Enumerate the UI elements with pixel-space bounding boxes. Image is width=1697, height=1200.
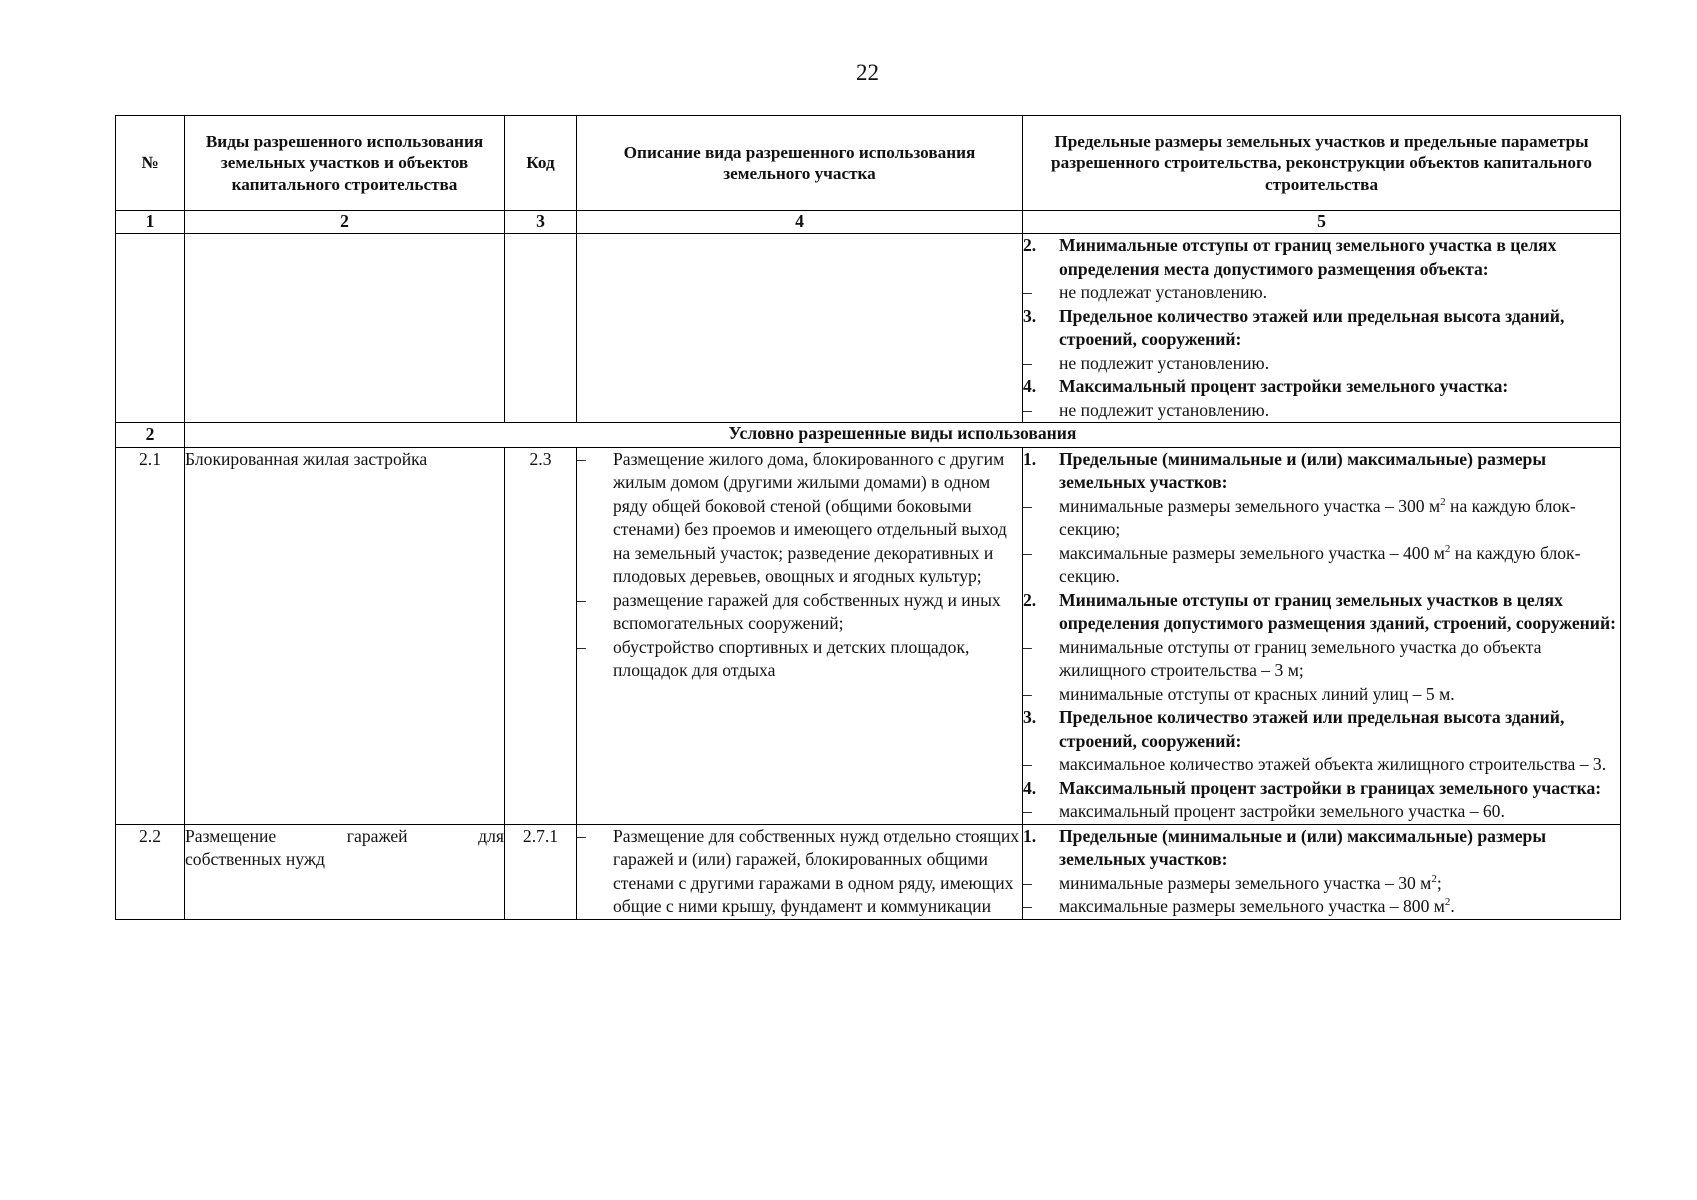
- dash-marker: –: [1023, 896, 1032, 916]
- item-text: Размещение для собственных нужд отдельно стоящих гаражей и (или) гаражей, блокированных общими стенами с другими гаражами в одном ряду, имеющих общие с ними крышу, фундамент и коммуникации: [613, 825, 1020, 916]
- continuation-row: [116, 234, 1621, 423]
- numbered-item: [1023, 448, 1620, 495]
- superscript: 2: [1444, 896, 1451, 908]
- item-text: не подлежит установлению.: [1059, 352, 1270, 373]
- dash-marker: –: [577, 448, 586, 469]
- parameters-cell: [1023, 824, 1621, 919]
- item-text: Минимальные отступы от границ земельных участков в целях определения допустимого размещения зданий, строений, сооружений:: [1059, 589, 1616, 633]
- dash-item: [1023, 683, 1620, 707]
- numbered-item: [1023, 234, 1620, 281]
- use-code: 2.3: [505, 447, 577, 824]
- numbered-item: [1023, 706, 1620, 753]
- superscript: 2: [1431, 872, 1437, 885]
- header-number: №: [116, 116, 185, 211]
- item-text: Максимальный процент застройки в границах земельного участка:: [1059, 777, 1602, 798]
- column-number-row: [116, 211, 1621, 234]
- numbered-item: [1023, 825, 1620, 872]
- table-row: [116, 824, 1621, 919]
- header-parameters: Предельные размеры земельных участков и предельные параметры разрешенного строительства, реконструкции объектов капитального строительства: [1023, 116, 1621, 211]
- item-text: минимальные размеры земельного участка – 300 $м^2$ на каждую блок-секцию;: [1059, 495, 1576, 539]
- numbered-item: [1023, 589, 1620, 636]
- dash-item: [1023, 281, 1620, 305]
- item-text: Предельные (минимальные и (или) максимальные) размеры земельных участков:: [1059, 825, 1547, 869]
- item-number: 4.: [1023, 376, 1037, 396]
- dash-marker: –: [1023, 801, 1032, 821]
- item-text: Размещение жилого дома, блокированного с другим жилым домом (другими жилыми домами) в одном ряду общей боковой стеной (общими боковыми стенами) без проемов и имеющего отдельный выход на земельный участок; разведение декоративных и плодовых деревьев, овощных и ягодных культур;: [613, 448, 1007, 586]
- dash-item: [1023, 872, 1620, 896]
- item-text: размещение гаражей для собственных нужд и иных вспомогательных сооружений;: [613, 589, 1001, 633]
- item-text: обустройство спортивных и детских площадок, площадок для отдыха: [613, 636, 970, 680]
- empty-cell: [116, 234, 185, 423]
- item-text: максимальный процент застройки земельного участка – 60.: [1059, 801, 1505, 821]
- row-number: 2.1: [116, 447, 185, 824]
- permitted-use-table: [115, 115, 1621, 920]
- numbered-item: [1023, 777, 1620, 801]
- item-number: 2.: [1023, 235, 1037, 255]
- dash-marker: –: [1023, 636, 1032, 657]
- item-text: максимальное количество этажей объекта жилищного строительства – 3.: [1059, 754, 1607, 774]
- item-text: Предельное количество этажей или предельная высота зданий, строений, сооружений:: [1059, 707, 1565, 751]
- item-text: Предельное количество этажей или предельная высота зданий, строений, сооружений:: [1059, 305, 1565, 349]
- dash-item: [1023, 636, 1620, 683]
- item-text: минимальные размеры земельного участка – 30 $м^2$;: [1059, 872, 1442, 893]
- page-number: 22: [856, 60, 879, 85]
- use-kind-line: Размещение гаражей для: [185, 825, 504, 846]
- item-number: 4.: [1023, 777, 1037, 798]
- empty-cell: [577, 234, 1023, 423]
- use-kind: Блокированная жилая застройка: [185, 447, 505, 824]
- dash-item: [577, 636, 1022, 683]
- dash-marker: –: [1023, 872, 1032, 893]
- header-row: [116, 116, 1621, 211]
- dash-marker: –: [1023, 399, 1032, 420]
- item-number: 2.: [1023, 589, 1037, 610]
- item-text: минимальные отступы от границ земельного участка до объекта жилищного строительства – 3 м;: [1059, 636, 1542, 680]
- superscript: 2: [1440, 495, 1446, 508]
- dash-marker: –: [1023, 352, 1032, 373]
- use-kind: [185, 824, 505, 919]
- dash-item: [577, 589, 1022, 636]
- dash-marker: –: [1023, 754, 1032, 774]
- numbered-item: [1023, 375, 1620, 399]
- column-number: 1: [116, 211, 185, 234]
- section-number: 2: [116, 423, 185, 448]
- empty-cell: [185, 234, 505, 423]
- item-number: 1.: [1023, 448, 1037, 469]
- dash-item: [1023, 542, 1620, 589]
- header-description: Описание вида разрешенного использования земельного участка: [577, 116, 1023, 211]
- dash-item: [577, 448, 1022, 589]
- item-text: не подлежат установлению.: [1059, 282, 1268, 302]
- section-title: Условно разрешенные виды использования: [185, 423, 1621, 448]
- item-text: минимальные отступы от красных линий улиц – 5 м.: [1059, 683, 1455, 704]
- dash-item: [577, 825, 1022, 919]
- numbered-item: [1023, 305, 1620, 352]
- dash-marker: –: [1023, 542, 1032, 563]
- empty-cell: [505, 234, 577, 423]
- use-kind-line: собственных нужд: [185, 849, 326, 869]
- item-number: 3.: [1023, 305, 1037, 326]
- use-code: 2.7.1: [505, 824, 577, 919]
- dash-item: [1023, 753, 1620, 777]
- item-text: не подлежит установлению.: [1059, 399, 1270, 420]
- column-number: 3: [505, 211, 577, 234]
- item-number: 1.: [1023, 825, 1037, 846]
- item-text: максимальные размеры земельного участка – 800 $м^2$.: [1059, 896, 1455, 916]
- dash-marker: –: [577, 825, 586, 846]
- item-number: 3.: [1023, 707, 1037, 727]
- dash-item: [1023, 800, 1620, 824]
- column-number: 5: [1023, 211, 1621, 234]
- description-cell: [577, 447, 1023, 824]
- dash-item: [1023, 495, 1620, 542]
- dash-item: [1023, 895, 1620, 919]
- column-number: 2: [185, 211, 505, 234]
- parameters-cell: [1023, 234, 1621, 423]
- dash-marker: –: [1023, 495, 1032, 516]
- column-number: 4: [577, 211, 1023, 234]
- table-row: [116, 447, 1621, 824]
- description-cell: [577, 824, 1023, 919]
- row-number: 2.2: [116, 824, 185, 919]
- parameters-cell: [1023, 447, 1621, 824]
- header-code: Код: [505, 116, 577, 211]
- header-use-kind: Виды разрешенного использования земельных участков и объектов капитального строительства: [185, 116, 505, 211]
- superscript: 2: [1444, 542, 1451, 555]
- dash-marker: –: [1023, 282, 1032, 302]
- dash-item: [1023, 352, 1620, 376]
- item-text: Предельные (минимальные и (или) максимальные) размеры земельных участков:: [1059, 448, 1547, 492]
- dash-item: [1023, 399, 1620, 423]
- item-text: Максимальный процент застройки земельного участка:: [1059, 376, 1509, 396]
- item-text: Минимальные отступы от границ земельного участка в целях определения места допустимого размещения объекта:: [1059, 235, 1557, 279]
- item-text: максимальные размеры земельного участка – 400 $м^2$ на каждую блок-секцию.: [1059, 542, 1581, 586]
- section-row: [116, 423, 1621, 448]
- dash-marker: –: [577, 589, 586, 610]
- dash-marker: –: [1023, 683, 1032, 704]
- dash-marker: –: [577, 636, 586, 657]
